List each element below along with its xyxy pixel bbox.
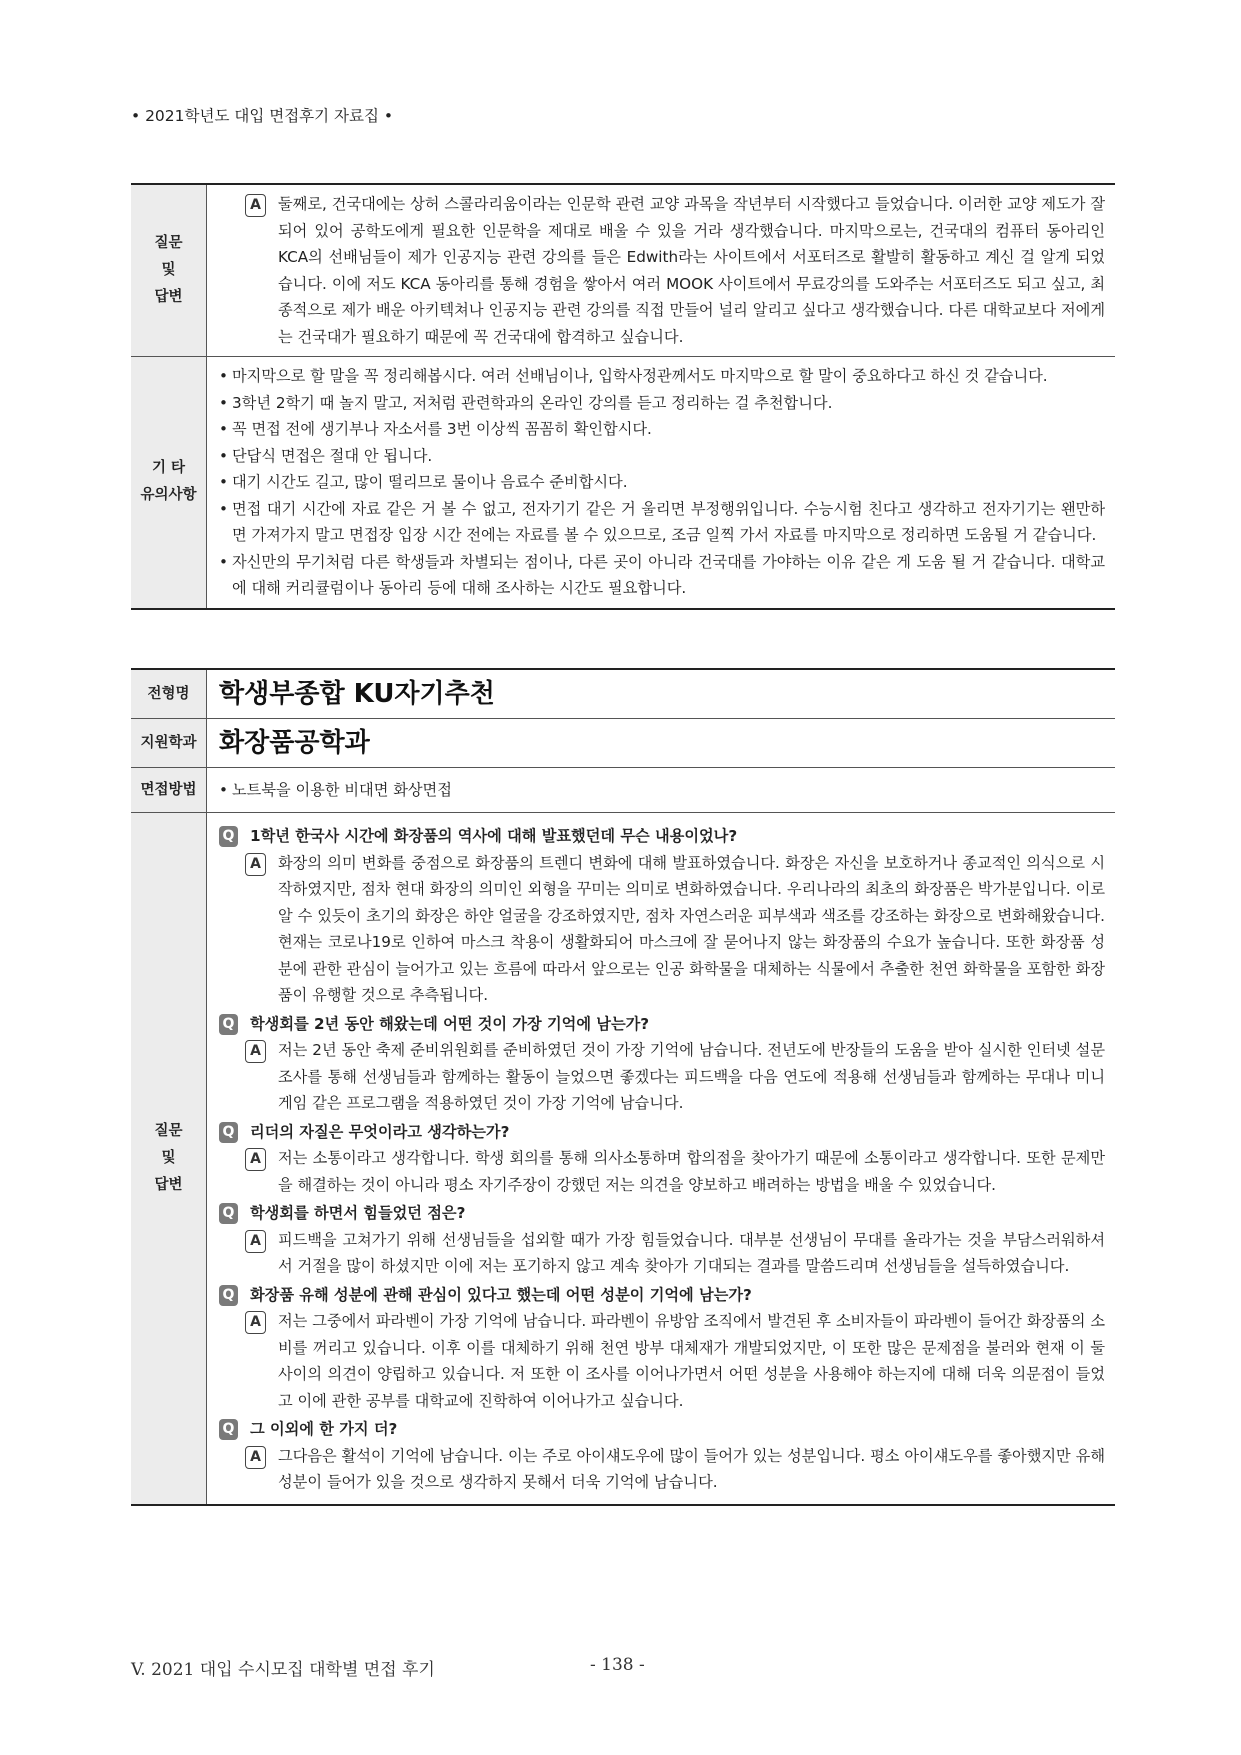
tip-item: • 단답식 면접은 절대 안 됩니다. <box>219 443 1105 470</box>
question-text: 1학년 한국사 시간에 화장품의 역사에 대해 발표했던데 무슨 내용이었나? <box>250 827 738 845</box>
answer-block <box>219 1227 1105 1280</box>
tip-item: • 대기 시간도 길고, 많이 떨리므로 물이나 음료수 준비합시다. <box>219 469 1105 496</box>
qa-pair <box>219 1011 1105 1117</box>
question-text: 학생회를 2년 동안 해왔는데 어떤 것이 가장 기억에 남는가? <box>250 1014 650 1033</box>
method-list <box>219 777 1105 804</box>
etc-label: 기 타 유의사항 <box>131 357 207 609</box>
question-block <box>219 1282 1105 1309</box>
method-value: • 노트북을 이용한 비대면 화상면접 <box>219 777 1105 804</box>
dept-cell <box>207 719 1116 768</box>
question-badge: Q <box>219 1419 238 1440</box>
answer-text: 저는 소통이라고 생각합니다. 학생 회의를 통해 의사소통하며 합의점을 찾아가기 때문에 소통이라고 생각합니다. 또한 문제만을 해결하는 것이 아니라 평소 자기주장이 강했던 저는 의견을 양보하고 배려하는 방법을 배울 수 있었습니다. <box>278 1149 1105 1194</box>
question-block <box>219 823 1105 850</box>
answer-block <box>219 1308 1105 1414</box>
tip-item: • 자신만의 무기처럼 다른 학생들과 차별되는 점이나, 다른 곳이 아니라 건국대를 가야하는 이유 같은 게 도움 될 거 같습니다. 대학교에 대해 커리큘럼이나 동아리 등에 대해 조사하는 시간도 필요합니다. <box>219 549 1105 602</box>
answer-text: 저는 그중에서 파라벤이 가장 기억에 남습니다. 파라벤이 유방암 조직에서 발견된 후 소비자들이 파라벤이 들어간 화장품의 소비를 꺼리고 있습니다. 이후 이를 대체하기 위해 천연 방부 대체재가 개발되었지만, 이 또한 많은 문제점을 불러와 현재 이 둘 사이의 의견이 양립하고 있습니다. 저 또한 이 조사를 이어나가면서 어떤 성분을 사용해야 하는지에 대해 더욱 의문점이 들었고 이에 관한 공부를 대학교에 진학하여 이어나가고 싶습니다. <box>278 1312 1105 1410</box>
tip-item: • 면접 대기 시간에 자료 같은 거 볼 수 없고, 전자기기 같은 거 울리면 부정행위입니다. 수능시험 친다고 생각하고 전자기기는 왠만하면 가져가지 말고 면접장 입장 시간 전에는 자료를 볼 수 있으므로, 조금 일찍 가서 자료를 마지막으로 정리하면 도움될 거 같습니다. <box>219 496 1105 549</box>
dept-label: 지원학과 <box>131 719 207 768</box>
etc-content <box>207 357 1116 609</box>
question-text: 학생회를 하면서 힘들었던 점은? <box>250 1204 466 1222</box>
dept-value: 화장품공학과 <box>219 728 370 758</box>
qa2-row <box>131 813 1115 1505</box>
answer-block <box>219 850 1105 1009</box>
answer-text: 둘째로, 건국대에는 상허 스콜라리움이라는 인문학 관련 교양 과목을 작년부터 시작했다고 들었습니다. 이러한 교양 제도가 잘 되어 있어 공학도에게 필요한 인문학을 제대로 배울 수 있을 거라 생각했습니다. 마지막으로는, 건국대의 컴퓨터 동아리인 KCA의 선배님들이 제가 인공지능 관련 강의를 들은 Edwith라는 사이트에서 서포터즈로 활발히 활동하고 계신 걸 알게 되었습니다. 이에 저도 KCA 동아리를 통해 경험을 쌓아서 여러 MOOK 사이트에서 무료강의를 도와주는 서포터즈도 되고 싶고, 최종적으로 제가 배운 아키텍쳐나 인공지능 관련 강의를 직접 만들어 널리 알리고 싶다고 생각했습니다. 다른 대학교보다 저에게는 건국대가 필요하기 때문에 꼭 건국대에 합격하고 싶습니다. <box>278 195 1105 346</box>
answer-block <box>219 1443 1105 1496</box>
type-label: 전형명 <box>131 669 207 719</box>
answer-badge: A <box>245 1040 266 1063</box>
qa-label: 질문 및 답변 <box>131 184 207 357</box>
answer-badge: A <box>245 1446 266 1469</box>
answer-block <box>219 1145 1105 1198</box>
question-badge: Q <box>219 1203 238 1224</box>
qa2-label: 질문 및 답변 <box>131 813 207 1505</box>
section-1-table <box>131 183 1115 610</box>
qa-pair <box>219 1119 1105 1199</box>
section-2-table <box>131 668 1115 1506</box>
qa-pair <box>219 1282 1105 1415</box>
answer-block <box>219 1037 1105 1117</box>
footer-chapter: V. 2021 대입 수시모집 대학별 면접 후기 <box>131 1660 435 1680</box>
tip-item: • 3학년 2학기 때 놀지 말고, 저처럼 관련학과의 온라인 강의를 듣고 정리하는 걸 추천합니다. <box>219 390 1105 417</box>
question-badge: Q <box>219 1014 238 1035</box>
answer-text: 피드백을 고쳐가기 위해 선생님들을 섭외할 때가 가장 힘들었습니다. 대부분 선생님이 무대를 올라가는 것을 부담스러워하셔서 거절을 많이 하셨지만 이에 저는 포기하지 않고 계속 찾아가 기대되는 결과를 말씀드리며 선생님들을 설득하였습니다. <box>278 1230 1105 1275</box>
etc-row <box>131 357 1115 609</box>
question-badge: Q <box>219 1122 238 1143</box>
question-block <box>219 1200 1105 1227</box>
question-block <box>219 1416 1105 1443</box>
type-cell <box>207 669 1116 719</box>
answer-text: 그다음은 활석이 기억에 남습니다. 이는 주로 아이섀도우에 많이 들어가 있는 성분입니다. 평소 아이섀도우를 좋아했지만 유해 성분이 들어가 있을 것으로 생각하지 못해서 더욱 기억에 남습니다. <box>278 1446 1105 1491</box>
page-header: • 2021학년도 대입 면접후기 자료집 • <box>131 107 394 125</box>
question-text: 화장품 유해 성분에 관해 관심이 있다고 했는데 어떤 성분이 기억에 남는가? <box>250 1285 752 1304</box>
qa-pair <box>219 1416 1105 1496</box>
qa-row <box>131 184 1115 357</box>
tip-item: • 마지막으로 할 말을 꼭 정리해봅시다. 여러 선배님이나, 입학사정관께서도 마지막으로 할 말이 중요하다고 하신 것 같습니다. <box>219 363 1105 390</box>
answer-badge: A <box>245 1230 266 1253</box>
answer-text: 저는 2년 동안 축제 준비위원회를 준비하였던 것이 가장 기억에 남습니다. 전년도에 반장들의 도움을 받아 실시한 인터넷 설문조사를 통해 선생님들과 함께하는 활동이 늘었으면 좋겠다는 피드백을 다음 연도에 적용해 선생님들과 함께하는 무대나 미니게임 같은 프로그램을 적용하였던 것이 가장 기억에 남습니다. <box>278 1041 1105 1112</box>
question-block <box>219 1011 1105 1038</box>
method-label: 면접방법 <box>131 768 207 813</box>
answer-block <box>219 191 1105 350</box>
question-block <box>219 1119 1105 1146</box>
question-text: 그 이외에 한 가지 더? <box>250 1420 398 1438</box>
answer-text: 화장의 의미 변화를 중점으로 화장품의 트렌디 변화에 대해 발표하였습니다. 화장은 자신을 보호하거나 종교적인 의식으로 시작하였지만, 점차 현대 화장의 의미인 외형을 꾸미는 의미로 변화하였습니다. 우리나라의 최초의 화장품은 박가분입니다. 이로 알 수 있듯이 초기의 화장은 하얀 얼굴을 강조하였지만, 점차 자연스러운 피부색과 색조를 강조하는 화장으로 변화해왔습니다. 현재는 코로나19로 인하여 마스크 착용이 생활화되어 마스크에 잘 묻어나지 않는 화장품의 수요가 높습니다. 또한 화장품 성분에 관한 관심이 늘어가고 있는 흐름에 따라서 앞으로는 인공 화학물을 대체하는 식물에서 추출한 천연 화학물을 포함한 화장품이 유행할 것으로 추측됩니다. <box>278 853 1105 1004</box>
type-value: 학생부종합 KU자기추천 <box>219 679 495 709</box>
qa-content <box>207 184 1116 357</box>
tip-item: • 꼭 면접 전에 생기부나 자소서를 3번 이상씩 꼼꼼히 확인합시다. <box>219 416 1105 443</box>
answer-badge: A <box>245 853 266 876</box>
method-row <box>131 768 1115 813</box>
qa-pair <box>219 823 1105 1009</box>
page-number: - 138 - <box>590 1655 645 1675</box>
tips-list <box>219 363 1105 602</box>
question-text: 리더의 자질은 무엇이라고 생각하는가? <box>250 1122 510 1141</box>
method-cell <box>207 768 1116 813</box>
qa2-content <box>207 813 1116 1505</box>
type-row <box>131 669 1115 719</box>
qa-pair <box>219 1200 1105 1280</box>
question-badge: Q <box>219 826 238 847</box>
answer-badge: A <box>245 194 266 217</box>
answer-badge: A <box>245 1311 266 1334</box>
dept-row <box>131 719 1115 768</box>
question-badge: Q <box>219 1285 238 1306</box>
answer-badge: A <box>245 1148 266 1171</box>
